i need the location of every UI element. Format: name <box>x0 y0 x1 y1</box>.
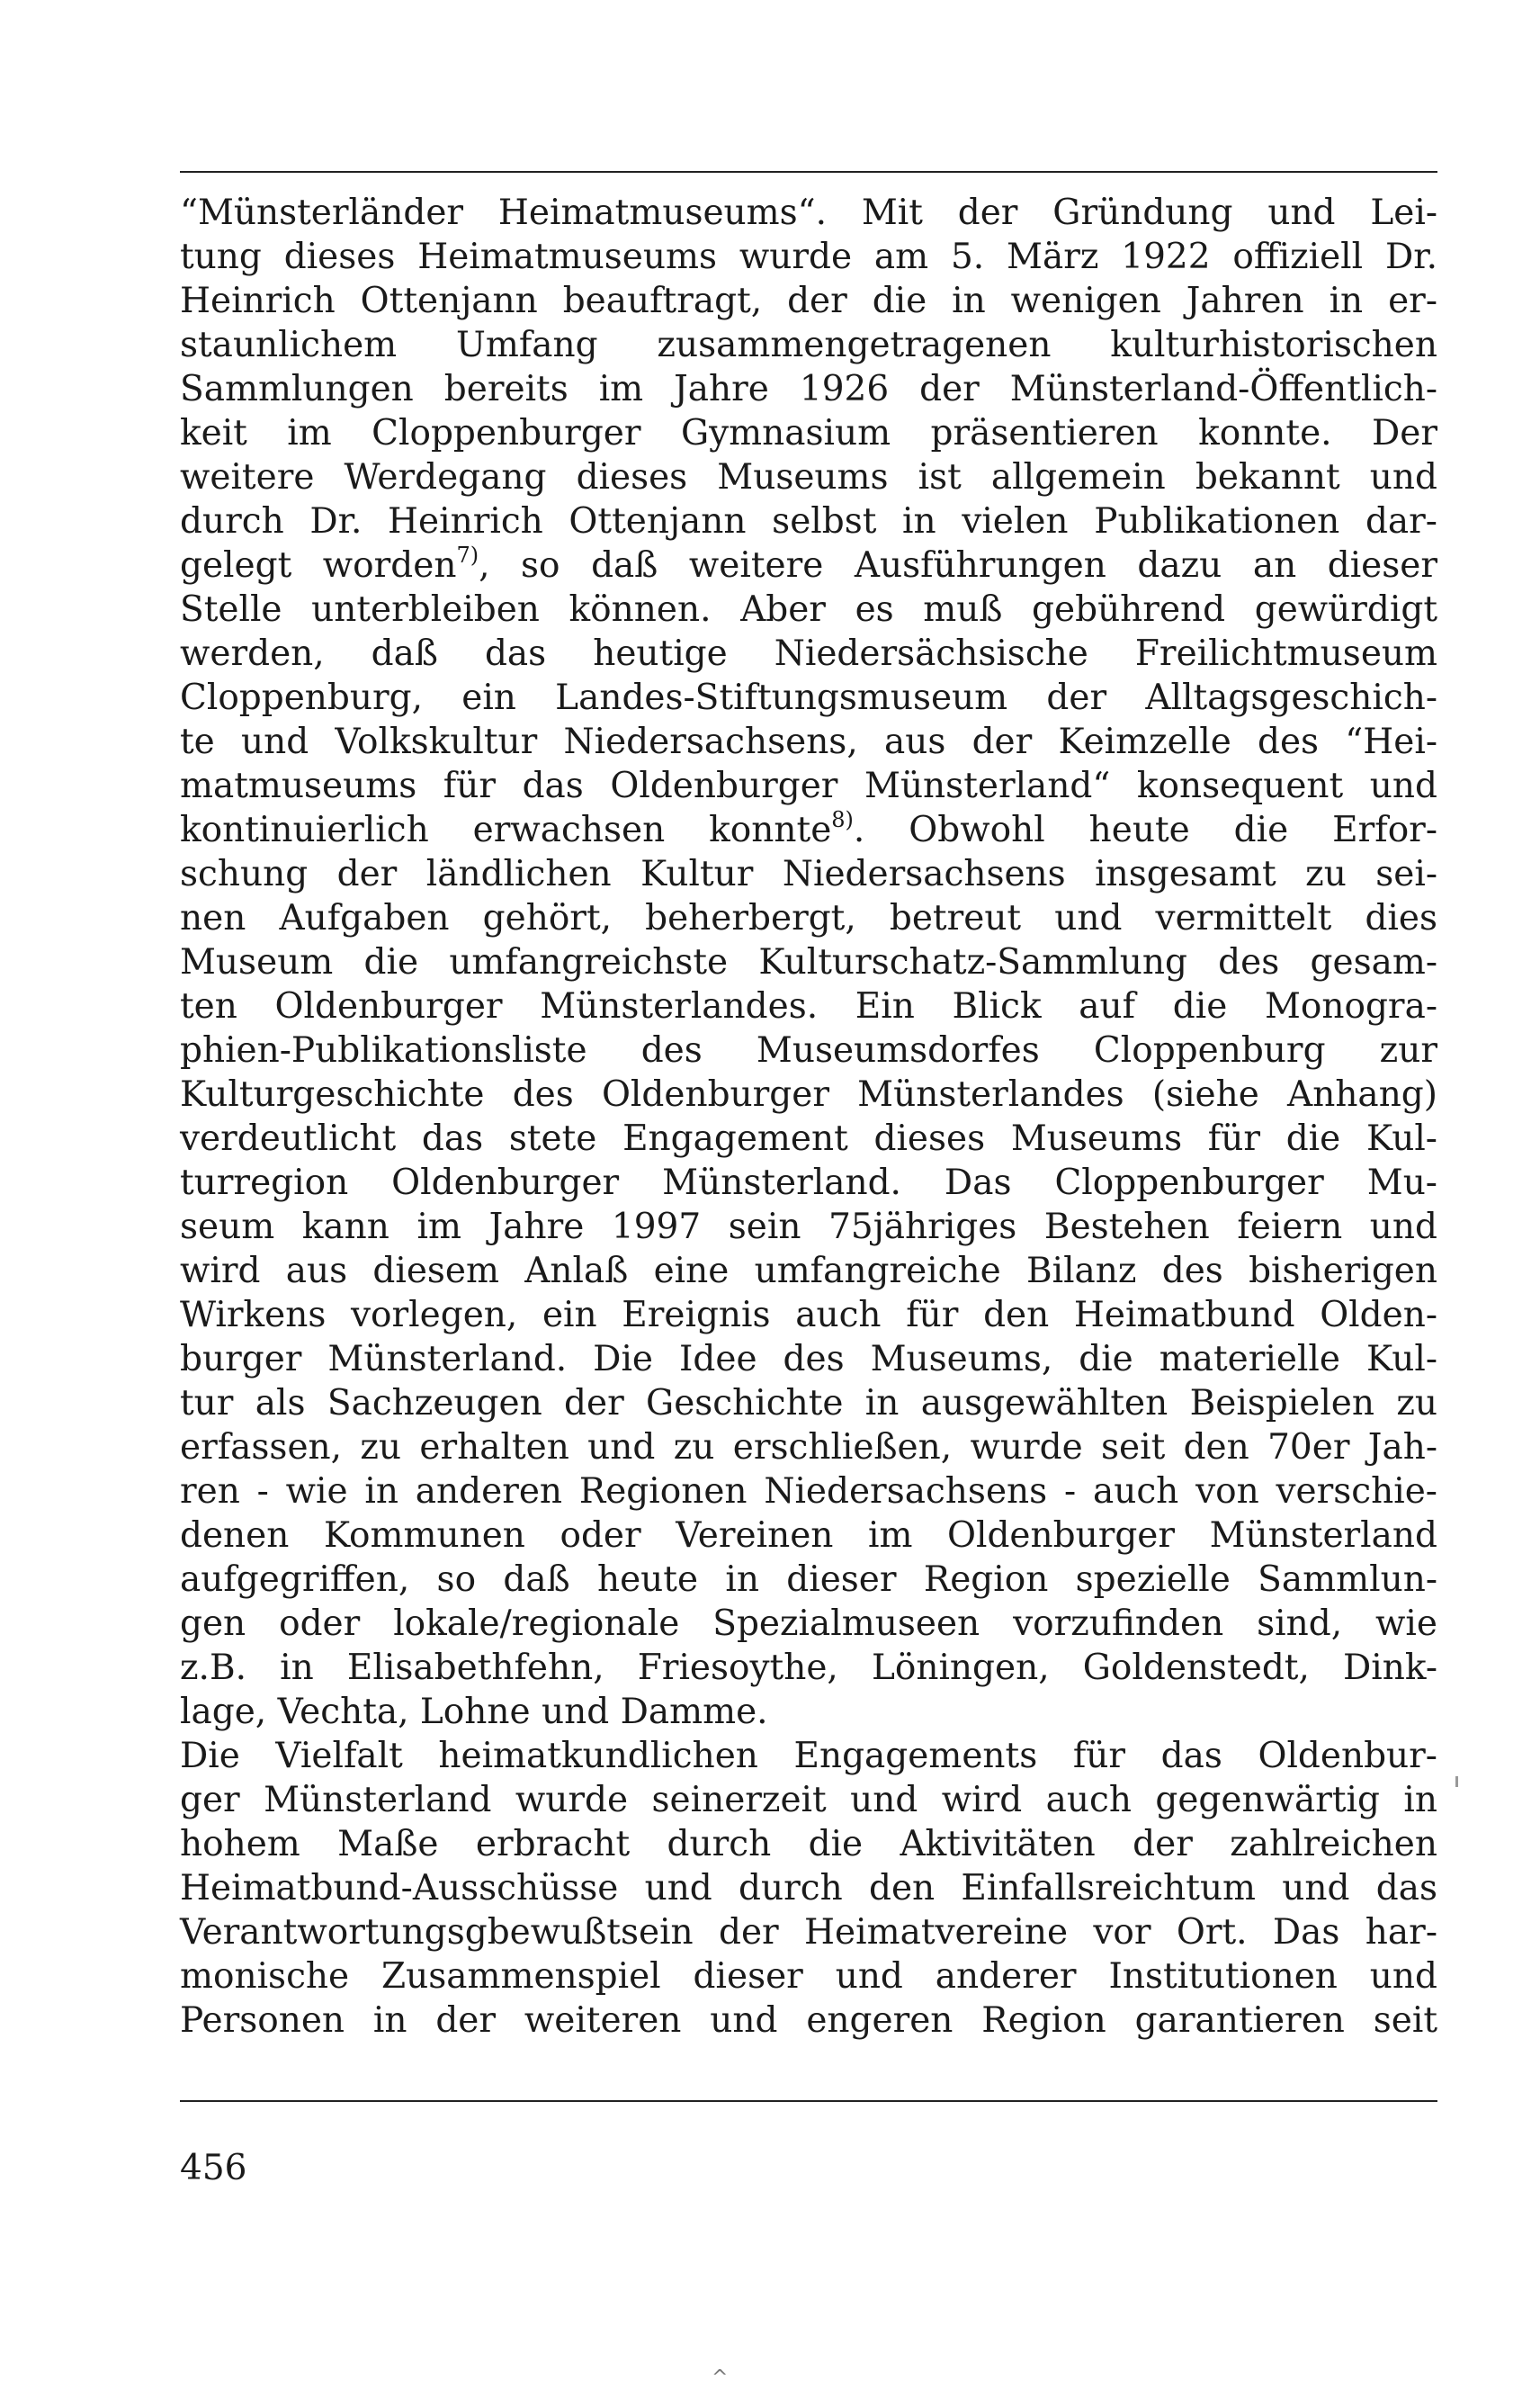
text-line: keit im Cloppenburger Gymnasium präsentieren konnte. Der <box>180 413 1437 454</box>
text-line: Museum die umfangreichste Kulturschatz-Sammlung des gesam- <box>180 942 1437 983</box>
text-line: werden, daß das heutige Niedersächsische Freilichtmuseum <box>180 633 1437 674</box>
text-line: “Münsterländer Heimatmuseums“. Mit der Gründung und Lei- <box>180 193 1437 233</box>
text-line: aufgegriffen, so daß heute in dieser Region spezielle Sammlun- <box>180 1559 1437 1600</box>
text-line: ren - wie in anderen Regionen Niedersachsens - auch von verschie- <box>180 1471 1437 1512</box>
top-rule <box>180 171 1437 173</box>
text-line: turregion Oldenburger Münsterland. Das Cloppenburger Mu- <box>180 1163 1437 1203</box>
text-line: seum kann im Jahre 1997 sein 75jähriges Bestehen feiern und <box>180 1207 1437 1247</box>
text-line: Wirkens vorlegen, ein Ereignis auch für den Heimatbund Olden- <box>180 1295 1437 1335</box>
text-line: matmuseums für das Oldenburger Münsterland“ konsequent und <box>180 766 1437 806</box>
text-line: nen Aufgaben gehört, beherbergt, betreut und vermittelt dies <box>180 898 1437 939</box>
text-line: gen oder lokale/regionale Spezialmuseen vorzufinden sind, wie <box>180 1603 1437 1644</box>
text-line: staunlichem Umfang zusammengetragenen kulturhistorischen <box>180 325 1437 365</box>
text-line: tur als Sachzeugen der Geschichte in ausgewählten Beispielen zu <box>180 1383 1437 1424</box>
text-line: erfassen, zu erhalten und zu erschließen, wurde seit den 70er Jah- <box>180 1427 1437 1468</box>
text-line: z.B. in Elisabethfehn, Friesoythe, Löningen, Goldenstedt, Dink- <box>180 1648 1437 1688</box>
text-line: lage, Vechta, Lohne und Damme. <box>180 1692 768 1732</box>
text-line: wird aus diesem Anlaß eine umfangreiche Bilanz des bisherigen <box>180 1251 1437 1291</box>
text-line: Kulturgeschichte des Oldenburger Münsterlandes (siehe Anhang) <box>180 1074 1437 1115</box>
text-line: ger Münsterland wurde seinerzeit und wird auch gegenwärtig in <box>180 1780 1437 1820</box>
text-line: weitere Werdegang dieses Museums ist allgemein bekannt und <box>180 457 1437 498</box>
text-line: Stelle unterbleiben können. Aber es muß gebührend gewürdigt <box>180 589 1437 630</box>
text-line: hohem Maße erbracht durch die Aktivitäten der zahlreichen <box>180 1824 1437 1864</box>
text-line: Heinrich Ottenjann beauftragt, der die in wenigen Jahren in er- <box>180 281 1437 321</box>
bottom-rule <box>180 2100 1437 2102</box>
text-line: ten Oldenburger Münsterlandes. Ein Blick auf die Monogra- <box>180 986 1437 1027</box>
text-line: gelegt worden$^{7)}$, so daß weitere Ausführungen dazu an dieser <box>180 543 1437 586</box>
page-number: 456 <box>180 2148 247 2188</box>
text-line: verdeutlicht das stete Engagement dieses Museums für die Kul- <box>180 1118 1437 1159</box>
text-line: Heimatbund-Ausschüsse und durch den Einfallsreichtum und das <box>180 1868 1437 1909</box>
text-line: Sammlungen bereits im Jahre 1926 der Münsterland-Öffentlich- <box>180 369 1437 409</box>
text-line: Verantwortungsgbewußtsein der Heimatvereine vor Ort. Das har- <box>180 1912 1437 1953</box>
text-line: monische Zusammenspiel dieser und anderer Institutionen und <box>180 1956 1437 1997</box>
margin-mark <box>1455 1776 1458 1787</box>
text-line: phien-Publikationsliste des Museumsdorfes Cloppenburg zur <box>180 1030 1437 1071</box>
text-line: tung dieses Heimatmuseums wurde am 5. März 1922 offiziell Dr. <box>180 237 1437 277</box>
text-line: Die Vielfalt heimatkundlichen Engagements für das Oldenbur- <box>180 1736 1437 1776</box>
text-line: durch Dr. Heinrich Ottenjann selbst in vielen Publikationen dar- <box>180 501 1437 542</box>
text-line: denen Kommunen oder Vereinen im Oldenburger Münsterland <box>180 1515 1437 1556</box>
text-line: burger Münsterland. Die Idee des Museums, die materielle Kul- <box>180 1339 1437 1379</box>
body-text <box>180 191 1437 2043</box>
text-line: schung der ländlichen Kultur Niedersachsens insgesamt zu sei- <box>180 854 1437 894</box>
text-line: Cloppenburg, ein Landes-Stiftungsmuseum der Alltagsgeschich- <box>180 678 1437 718</box>
text-line: kontinuierlich erwachsen konnte$^{8)}$. Obwohl heute die Erfor- <box>180 807 1438 850</box>
scan-mark: ^ <box>712 2367 729 2389</box>
text-line: te und Volkskultur Niedersachsens, aus der Keimzelle des “Hei- <box>180 722 1437 762</box>
text-line: Personen in der weiteren und engeren Region garantieren seit <box>180 2000 1437 2041</box>
